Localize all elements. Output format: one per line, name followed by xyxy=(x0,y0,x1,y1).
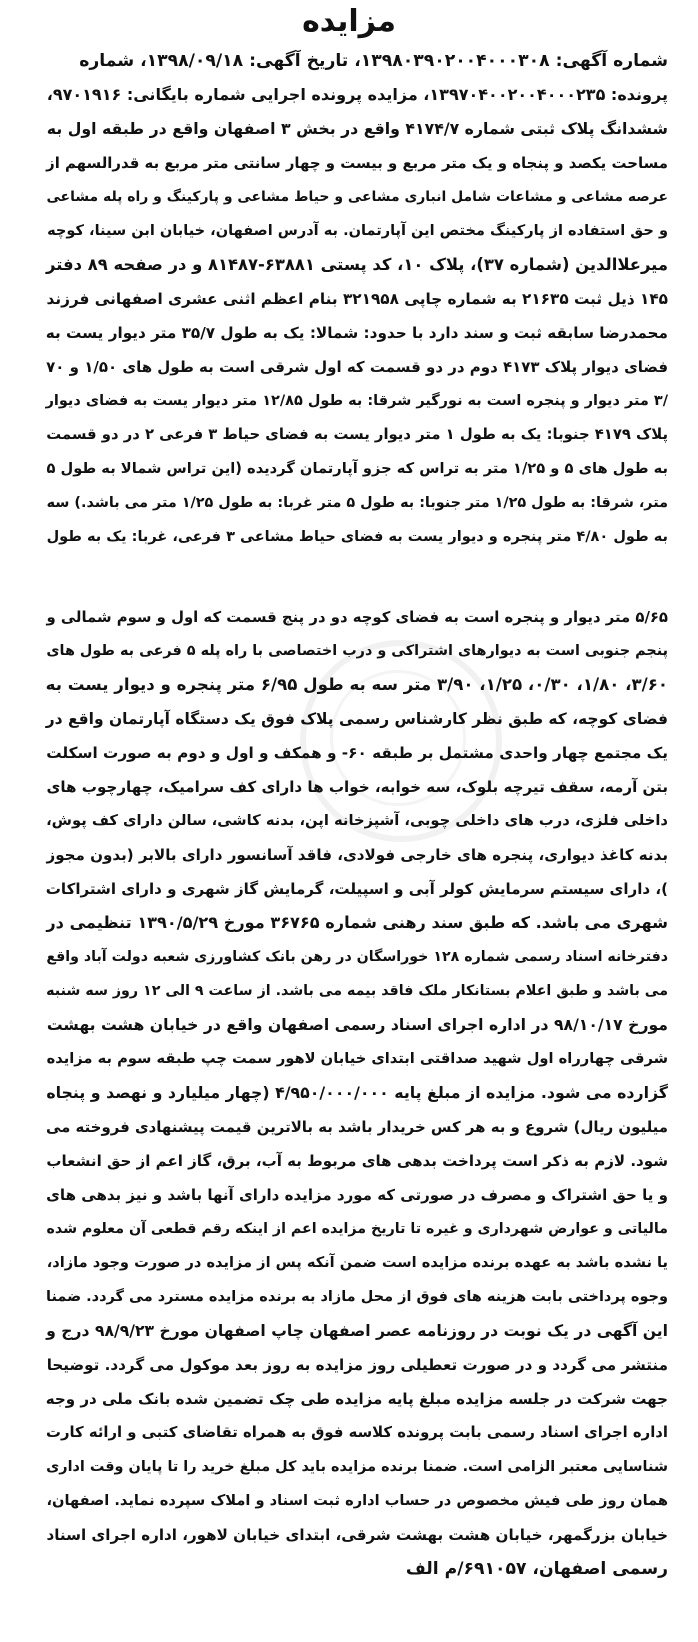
text-line: ۱۴۵ ذیل ثبت ۲۱۶۳۵ به شماره چاپی ۳۲۱۹۵۸ بنام اعظم اثنی عشری اصفهانی فرزند xyxy=(46,290,668,308)
text-line: شود. لازم به ذکر است پرداخت بدهی های مربوط به آب، برق، گاز اعم از حق انشعاب xyxy=(46,1152,668,1170)
text-line: شرقی چهارراه اول شهید صداقتی ابتدای خیابان لاهور سمت چپ طبقه سوم به مزایده xyxy=(46,1050,668,1067)
text-line: /۳ متر دیوار و پنجره است به نورگیر شرقا: به طول ۱۲/۸۵ متر دیوار یست به فضای دیوار xyxy=(45,393,668,409)
text-line: مورخ ۹۸/۱۰/۱۷ در اداره اجرای اسناد رسمی اصفهان واقع در خیابان هشت بهشت xyxy=(46,1015,668,1034)
text-line: یا نشده باشد به عهده برنده مزایده است ضمن آنکه پس از مزایده در صورت وجود مازاد، xyxy=(46,1254,668,1271)
text-line: ۵/۶۵ متر دیوار و پنجره است به فضای کوچه دو در پنج قسمت که اول و سوم شمالی و xyxy=(46,608,668,626)
text-line: وجوه پرداختی بابت هزینه های فوق از محل مازاد به برنده مزایده مسترد می گردد. ضمنا xyxy=(46,1289,668,1305)
text-line: به طول ۴/۸۰ متر پنجره و دیوار یست به فضای حیاط مشاعی ۳ فرعی، غربا: یک به طول xyxy=(46,529,668,545)
text-line: و یا حق اشتراک و مصرف در صورتی که مورد مزایده دارای آنها باشد و نیز بدهی های xyxy=(46,1186,668,1204)
text-line: دفترخانه اسناد رسمی شماره ۱۲۸ خوراسگان در رهن بانک کشاورزی شعبه دولت آباد واقع xyxy=(46,949,668,965)
text-line: مساحت یکصد و پنجاه و یک متر مربع و بیست و چهار سانتی متر مربع به قدرالسهم از xyxy=(46,154,668,172)
text-line: میلیون ریال) شروع و به هر کس خریدار باشد به بالاترین قیمت پیشنهادی فروخته می xyxy=(46,1118,668,1136)
text-line: این آگهی در یک نوبت در روزنامه عصر اصفهان چاپ اصفهان مورخ ۹۸/۹/۲۳ درج و xyxy=(46,1322,668,1340)
text-line: مالیاتی و عوارض شهرداری و غیره تا تاریخ مزایده اعم از اینکه رقم قطعی آن معلوم شده xyxy=(46,1221,668,1237)
text-line: ششدانگ پلاک ثبتی شماره ۴۱۷۴/۷ واقع در بخش ۳ اصفهان واقع در طبقه اول به xyxy=(46,119,668,138)
text-line: محمدرضا سابقه ثبت و سند دارد با حدود: شمالا: یک به طول ۳۵/۷ متر دیوار یست به xyxy=(45,324,668,342)
text-line: پنجم جنوبی است به دیوارهای اشتراکی و درب اختصاصی با راه پله ۵ فرعی به طول های xyxy=(46,643,668,659)
text-line: بدنه کاغذ دیواری، پنجره های خارجی فولادی، فاقد آسانسور دارای بالابر (بدون مجوز xyxy=(46,846,668,864)
text-line: می باشد و طبق اعلام بستانکار ملک فاقد بیمه می باشد. از ساعت ۹ الی ۱۲ روز سه شنبه xyxy=(46,983,668,999)
text-line: فضای دیوار پلاک ۴۱۷۳ دوم در دو قسمت که اول شرقی است به طول های ۱/۵۰ و ۷۰ xyxy=(46,358,668,376)
text-line: پلاک ۴۱۷۹ جنوبا: یک به طول ۱ متر دیوار یست به فضای حیاط ۳ فرعی ۲ در دو قسمت xyxy=(46,426,668,443)
page-title: مزایده xyxy=(302,4,396,39)
text-line: خیابان بزرگمهر، خیابان هشت بهشت شرقی، ابتدای خیابان لاهور، اداره اجرای اسناد xyxy=(46,1526,668,1544)
text-line: یک مجتمع چهار واحدی مشتمل بر طبقه ۶۰- و همکف و اول و دوم به صورت اسکلت xyxy=(46,744,668,762)
notice-paragraph-1 xyxy=(40,44,668,554)
text-line: میرعلاالدین (شماره ۳۷)، پلاک ۱۰، کد پستی ۶۳۸۸۱-۸۱۴۸۷ و در صفحه ۸۹ دفتر xyxy=(46,255,668,274)
text-line: فضای کوچه، که طبق نظر کارشناس رسمی پلاک فوق یک دستگاه آپارتمان واقع در xyxy=(45,710,668,728)
text-line: عرصه مشاعی و مشاعات شامل انباری مشاعی و حیاط مشاعی و پارکینگ و راه پله مشاعی xyxy=(46,189,668,205)
text-line: جهت شرکت در جلسه مزایده مبلغ پایه مزایده طی چک تضمین شده بانک ملی در وجه xyxy=(45,1390,668,1408)
text-line: رسمی اصفهان، ۶۹۱۰۵۷/م الف xyxy=(405,1559,668,1579)
text-line: ۳/۶۰، ۱/۸۰، ۰/۳۰، ۱/۲۵، ۳/۹۰ متر سه به طول ۶/۹۵ متر پنجره و دیوار یست به xyxy=(45,675,668,694)
text-line: بتن آرمه، سقف تیرچه بلوک، سه خوابه، خواب ها دارای کف سرامیک، چهارچوب های xyxy=(46,778,668,796)
text-line: )، دارای سیستم سرمایش کولر آبی و اسپیلت، گرمایش گاز شهری و دارای اشتراکات xyxy=(45,880,668,898)
text-line: گزارده می شود. مزایده از مبلغ پایه ۴/۹۵۰/۰۰۰/۰۰۰ (چهار میلیارد و نهصد و پنجاه xyxy=(46,1083,668,1102)
text-line: اداره اجرای اسناد رسمی بابت پرونده کلاسه فوق به همراه تقاضای کتبی و ارائه کارت xyxy=(46,1424,668,1441)
text-line: و حق استفاده از پارکینگ مختص این آپارتمان. به آدرس اصفهان، خیابان ابن سینا، کوچه xyxy=(47,222,668,239)
text-line: داخلی فلزی، درب های داخلی چوبی، آشپزخانه اپن، بدنه کاشی، سالن دارای کف پوش، xyxy=(46,812,668,829)
text-line: شماره آگهی: ۱۳۹۸۰۳۹۰۲۰۰۴۰۰۰۳۰۸، تاریخ آگهی: ۱۳۹۸/۰۹/۱۸، شماره xyxy=(79,51,668,71)
text-line: متر، شرقا: به طول ۱/۲۵ متر جنوبا: به طول ۵ متر غربا: به طول ۱/۲۵ متر می باشد.) سه xyxy=(46,495,668,511)
text-line: شناسایی معتبر الزامی است. ضمنا برنده مزایده باید کل مبلغ خرید را تا پایان وقت اداری xyxy=(46,1459,668,1475)
text-line: همان روز طی فیش مخصوص در حساب اداره ثبت اسناد و املاک سپرده نماید. اصفهان، xyxy=(46,1492,668,1509)
notice-paragraph-2 xyxy=(40,600,668,1586)
text-line: شهری می باشد. که طبق سند رهنی شماره ۳۶۷۶۵ مورخ ۱۳۹۰/۵/۲۹ تنظیمی در xyxy=(46,913,668,932)
text-line: به طول های ۵ و ۱/۲۵ متر به تراس که جزو آپارتمان گردیده (این تراس شمالا به طول ۵ xyxy=(46,460,668,477)
text-line: منتشر می گردد و در صورت تعطیلی روز مزایده به روز بعد موکول می گردد. توضیحا xyxy=(46,1356,668,1374)
text-line: پرونده: ۱۳۹۷۰۴۰۰۲۰۰۴۰۰۰۲۳۵، مزایده پرونده اجرایی شماره بایگانی: ۹۷۰۱۹۱۶، xyxy=(46,85,668,104)
